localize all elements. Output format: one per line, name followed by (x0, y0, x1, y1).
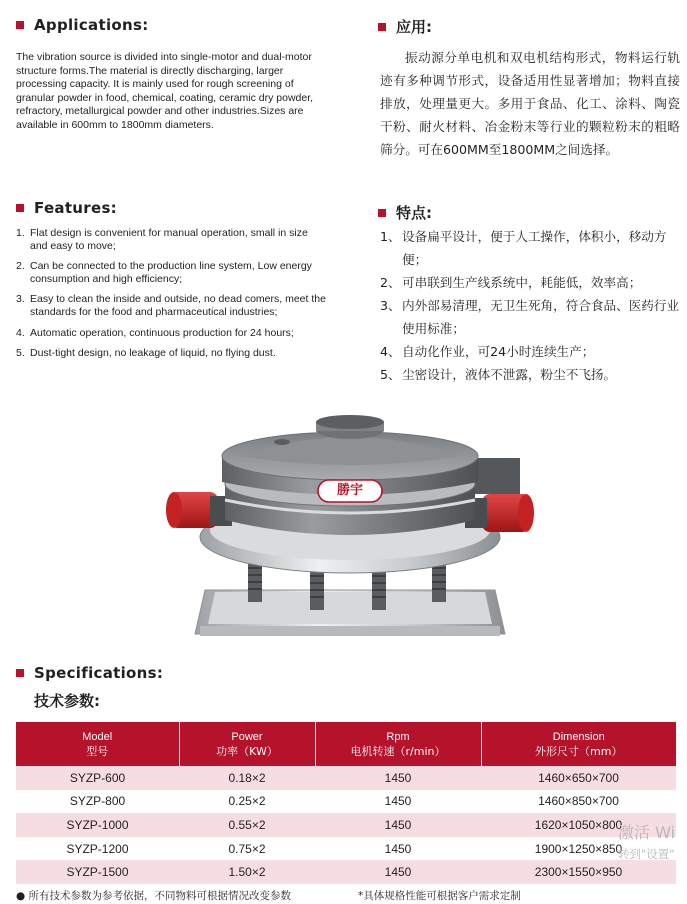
feature-item-cn (380, 363, 680, 386)
cell-dimension: 1460×850×700 (538, 794, 619, 809)
cell-dimension: 1900×1250×850 (534, 841, 623, 856)
table-row (16, 766, 676, 790)
header-cn: 电机转速（r/min） (350, 744, 446, 758)
bullet-square-icon (16, 669, 24, 677)
cell-model: SYZP-1000 (16, 813, 179, 837)
feature-number: 2. (16, 260, 25, 273)
features-heading-en (16, 199, 117, 217)
header-cn: 功率（KW） (216, 744, 278, 758)
bullet-square-icon (16, 21, 24, 29)
feature-text: 自动化作业，可24小时连续生产； (402, 344, 595, 359)
features-list-en (16, 227, 328, 368)
cell-dimension: 1460×650×700 (481, 766, 676, 790)
feature-item-cn (380, 271, 680, 294)
cell-dimension: 1620×1050×800 (481, 813, 676, 837)
feature-number: 1. (16, 227, 25, 239)
bullet-square-icon (378, 23, 386, 31)
feature-number: 4、 (380, 344, 401, 359)
cell-model: SYZP-1200 (66, 841, 129, 856)
specifications-title-en: Specifications: (34, 664, 164, 682)
table-header-row (16, 722, 676, 766)
feature-number: 5、 (380, 367, 401, 382)
feature-item-cn (380, 225, 680, 271)
header-en: Dimension (552, 730, 605, 743)
cell-model: SYZP-1500 (16, 860, 179, 884)
feature-number: 4. (16, 326, 25, 339)
feature-text: Can be connected to the production line system, Low energy consumption and high efficiency; (30, 260, 312, 285)
feature-item-cn (380, 294, 680, 340)
applications-heading-cn (378, 16, 432, 37)
feature-text: 设备扁平设计，便于人工操作，体积小，移动方便； (402, 229, 667, 267)
feature-item-en (16, 293, 328, 318)
applications-text-cn: 振动源分单电机和双电机结构形式，物料运行轨迹有多种调节形式，设备适用性显著增加；物料直接排放，处理量更大。多用于食品、化工、涂料、陶瓷干粉、耐火材料、冶金粉末等行业的颗粒粉末的粗略筛分。可在600MM至1800MM之间选择。 (380, 50, 680, 157)
bullet-square-icon (16, 204, 24, 212)
header-power (179, 722, 315, 766)
header-model (16, 722, 179, 766)
applications-text-en: The vibration source is divided into single-motor and dual-motor structure forms.The material is directly discharging, larger processing capacity. It is mainly used for rough screening of granular powder in food, chemical, coating, ceramic dry powder, refractory, metallurgical powder and other industries.Sizes are available in 600mm to 1800mm diameters. (16, 51, 314, 131)
feature-text: Automatic operation, continuous production for 24 hours; (30, 326, 294, 339)
cell-model: SYZP-600 (16, 766, 179, 790)
cell-dimension: 2300×1550×950 (481, 860, 676, 884)
vibrating-screener-image (160, 412, 540, 644)
features-title-cn: 特点: (396, 204, 432, 222)
cell-power: 0.75×2 (228, 841, 266, 856)
feature-item-en (16, 260, 328, 285)
feature-number: 1、 (380, 229, 401, 244)
header-dimension (481, 722, 676, 766)
feature-item-en (16, 227, 328, 252)
footnote-reference: ● 所有技术参数为参考依据，不同物料可根据情况改变参数 (16, 890, 291, 902)
specifications-title-cn: 技术参数: (34, 692, 100, 710)
header-rpm (315, 722, 481, 766)
feature-number: 3、 (380, 298, 401, 313)
cell-rpm: 1450 (315, 860, 481, 884)
table-row (16, 790, 676, 814)
feature-text: Easy to clean the inside and outside, no dead comers, meet the standards for the food and pharmaceutical industries; (30, 293, 326, 318)
applications-title-en: Applications: (34, 16, 149, 34)
feature-item-en (16, 327, 328, 340)
feature-text: Dust-tight design, no leakage of liquid, no flying dust. (30, 347, 276, 360)
header-cn: 外形尺寸（mm） (535, 744, 623, 758)
applications-title-cn: 应用: (396, 18, 432, 36)
feature-number: 5. (16, 347, 25, 360)
bullet-square-icon (378, 209, 386, 217)
footnote-custom: *具体规格性能可根据客户需求定制 (358, 890, 521, 902)
feature-text: Flat design is convenient for manual operation, small in size and easy to move; (30, 227, 308, 252)
header-cn: 型号 (86, 744, 109, 758)
features-title-en: Features: (34, 199, 117, 217)
cell-power: 0.18×2 (179, 766, 315, 790)
product-logo-text: 勝宇 (336, 483, 363, 498)
cell-model: SYZP-800 (69, 794, 126, 809)
feature-item-en (16, 347, 328, 360)
cell-rpm: 1450 (315, 766, 481, 790)
activation-watermark-line1: 激活 Wi (618, 823, 676, 842)
header-en: Rpm (386, 730, 410, 743)
cell-rpm: 1450 (315, 813, 481, 837)
cell-power: 1.50×2 (179, 860, 315, 884)
specifications-table (16, 722, 676, 884)
feature-number: 3. (16, 293, 25, 306)
table-row (16, 837, 676, 861)
table-row (16, 860, 676, 884)
feature-text: 尘密设计，液体不泄露，粉尘不飞扬。 (402, 367, 617, 382)
cell-rpm: 1450 (384, 841, 412, 856)
header-en: Power (231, 730, 263, 743)
feature-text: 内外部易清理，无卫生死角，符合食品、医药行业使用标准； (402, 298, 680, 336)
header-en: Model (82, 730, 113, 743)
applications-heading-en (16, 16, 149, 34)
feature-number: 2、 (380, 275, 401, 290)
left-motor (166, 492, 232, 528)
features-list-cn (380, 225, 680, 386)
features-heading-cn (378, 202, 432, 223)
feature-text: 可串联到生产线系统中，耗能低，效率高； (402, 275, 642, 290)
table-row (16, 813, 676, 837)
feature-item-cn (380, 340, 680, 363)
activation-watermark-line2: 转到"设置" (618, 847, 675, 861)
specifications-heading-en (16, 664, 163, 682)
cell-rpm: 1450 (384, 794, 412, 809)
cell-power: 0.25×2 (228, 794, 266, 809)
cell-power: 0.55×2 (179, 813, 315, 837)
